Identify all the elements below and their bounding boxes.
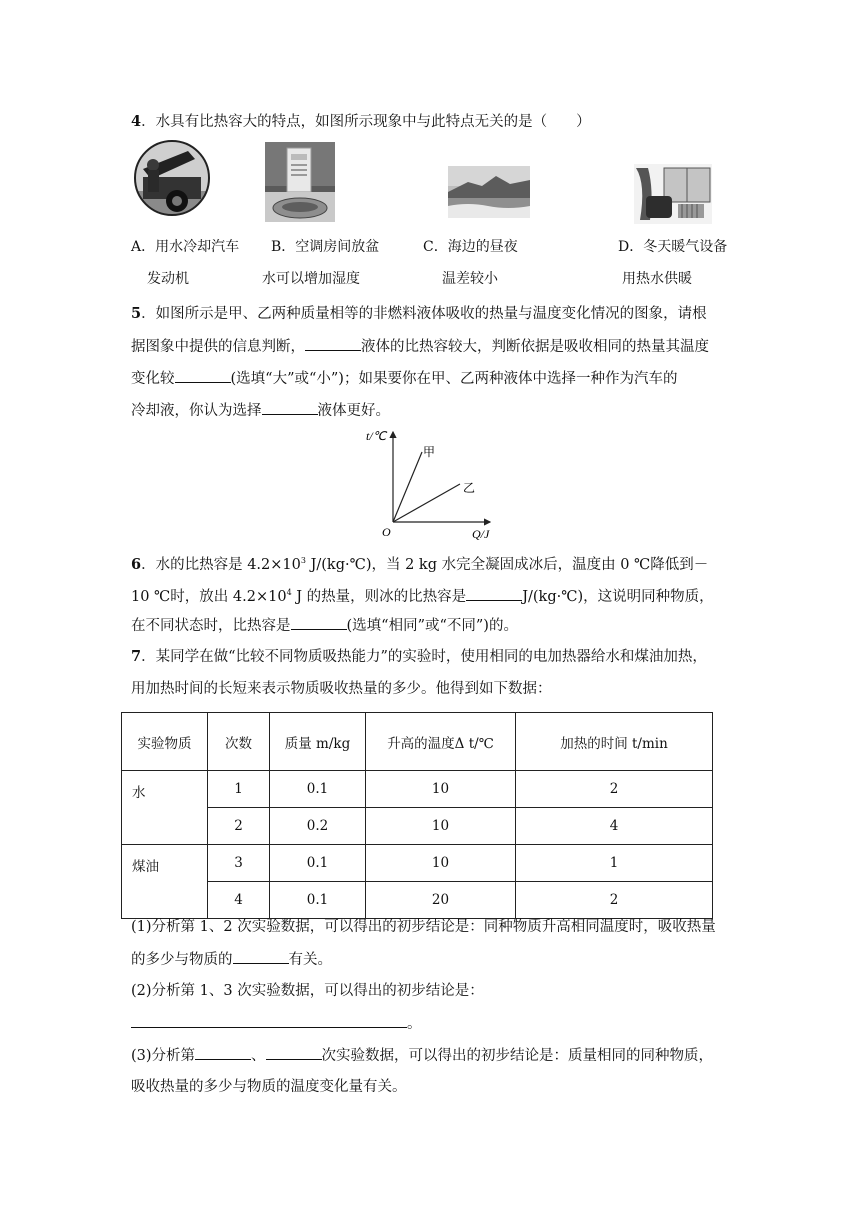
table-cell: 0.1 bbox=[270, 845, 366, 882]
table-cell: 1 bbox=[516, 845, 713, 882]
q4-option-c-cont bbox=[442, 268, 498, 288]
q5-text-2b: 液体的比热容较大，判断依据是吸收相同的热量其温度 bbox=[361, 339, 709, 355]
q7-number: 7 bbox=[131, 648, 142, 665]
q7-sub3-line1 bbox=[131, 1045, 713, 1066]
q7-sub2-text-a: (2)分析第 1、3 次实验数据，可以得出的初步结论是： bbox=[131, 983, 484, 999]
table-header: 实验物质 bbox=[122, 713, 208, 771]
q6-text-1a: ．水的比热容是 4.2×10 bbox=[141, 556, 301, 573]
table-cell: 3 bbox=[208, 845, 270, 882]
q5-text-4b: 液体更好。 bbox=[317, 403, 390, 419]
car-engine-photo-icon bbox=[133, 139, 211, 217]
option-a-line1: A．用水冷却汽车 bbox=[131, 239, 240, 255]
q5-line2 bbox=[131, 336, 709, 357]
seaside-photo-icon bbox=[448, 166, 530, 218]
line-jia bbox=[393, 452, 422, 522]
q6-text-3b: (选填“相同”或“不同”)的。 bbox=[346, 618, 518, 634]
q7-sub3-line2 bbox=[131, 1077, 407, 1097]
q7-sub2-line2 bbox=[131, 1013, 422, 1034]
q6-blank-1[interactable] bbox=[466, 586, 522, 601]
table-cell: 20 bbox=[366, 882, 516, 919]
q7-sub2-line1 bbox=[131, 981, 484, 1001]
table-row bbox=[122, 808, 713, 845]
q4-option-d-cont bbox=[622, 268, 692, 288]
option-a-line2: 发动机 bbox=[147, 271, 189, 287]
q7-sub3-sep: 、 bbox=[251, 1048, 266, 1064]
radiator-photo-icon bbox=[634, 164, 712, 224]
q7-sub1-text-b: 的多少与物质的 bbox=[131, 952, 233, 968]
q7-sub1-line2 bbox=[131, 949, 332, 970]
q7-sub3-blank-2[interactable] bbox=[266, 1045, 322, 1060]
q7-sub1-line1 bbox=[131, 917, 716, 937]
q4-option-a[interactable] bbox=[131, 236, 239, 256]
q7-sub1-blank[interactable] bbox=[233, 949, 289, 964]
q5-text-3a: 变化较 bbox=[131, 371, 175, 387]
table-header: 加热的时间 t/min bbox=[516, 713, 713, 771]
q5-graph bbox=[360, 426, 510, 544]
q6-text-1b: J/(kg·℃)，当 2 kg 水完全凝固成冰后，温度由 0 ℃降低到－ bbox=[305, 556, 709, 573]
table-cell: 1 bbox=[208, 771, 270, 808]
table-cell: 10 bbox=[366, 771, 516, 808]
q7-sub3-text-a: (3)分析第 bbox=[131, 1048, 196, 1064]
q5-text-1: ．如图所示是甲、乙两种质量相等的非燃料液体吸收的热量与温度变化情况的图象，请根 bbox=[141, 306, 707, 322]
q5-blank-1[interactable] bbox=[305, 336, 361, 351]
q4-stem bbox=[131, 112, 591, 132]
q6-exp-2: 4 bbox=[286, 588, 292, 597]
q7-text-2: 用加热时间的长短来表示物质吸收热量的多少。他得到如下数据： bbox=[131, 681, 552, 697]
q6-blank-2[interactable] bbox=[291, 615, 347, 630]
q7-sub3-text-b: 次实验数据，可以得出的初步结论是：质量相同的同种物质， bbox=[321, 1048, 714, 1064]
option-d-line1: D．冬天暖气设备 bbox=[618, 239, 728, 255]
q4-option-a-cont bbox=[147, 268, 189, 288]
q7-line2 bbox=[131, 679, 552, 699]
q4-option-b-cont bbox=[262, 268, 360, 288]
line-yi bbox=[393, 484, 460, 522]
table-row bbox=[122, 882, 713, 919]
q7-line1 bbox=[131, 647, 707, 667]
air-conditioner-photo-icon bbox=[265, 142, 335, 222]
q6-number: 6 bbox=[131, 555, 142, 573]
q5-line1 bbox=[131, 304, 707, 324]
table-cell: 2 bbox=[516, 882, 713, 919]
q4-option-c[interactable] bbox=[423, 236, 518, 256]
q6-line2 bbox=[131, 583, 714, 607]
q5-number: 5 bbox=[131, 305, 142, 322]
q6-line3 bbox=[131, 615, 518, 636]
q5-text-4a: 冷却液，你认为选择 bbox=[131, 403, 262, 419]
y-axis-label: t/℃ bbox=[366, 429, 387, 443]
jia-label: 甲 bbox=[423, 445, 436, 459]
q4-number: 4 bbox=[131, 113, 142, 130]
q6-text-3a: 在不同状态时，比热容是 bbox=[131, 618, 291, 634]
q6-text-2b: J 的热量，则冰的比热容是 bbox=[291, 588, 467, 605]
x-axis-label: Q/J bbox=[472, 527, 490, 541]
table-cell: 4 bbox=[208, 882, 270, 919]
table-header-row bbox=[122, 713, 713, 771]
q5-line4 bbox=[131, 400, 390, 421]
option-b-line2: 水可以增加湿度 bbox=[262, 271, 360, 287]
option-c-line1: C．海边的昼夜 bbox=[423, 239, 518, 255]
table-cell: 0.2 bbox=[270, 808, 366, 845]
q7-sub2-blank[interactable] bbox=[131, 1013, 407, 1028]
option-b-line1: B．空调房间放盆 bbox=[271, 239, 380, 255]
q6-exp-1: 3 bbox=[300, 556, 306, 565]
table-row bbox=[122, 771, 713, 808]
table-cell: 2 bbox=[208, 808, 270, 845]
q5-blank-3[interactable] bbox=[262, 400, 318, 415]
q6-text-2c: J/(kg·℃)，这说明同种物质， bbox=[522, 588, 714, 605]
q5-blank-2[interactable] bbox=[175, 368, 231, 383]
q7-sub1-text-a: (1)分析第 1、2 次实验数据，可以得出的初步结论是：同种物质升高相同温度时，吸收热量 bbox=[131, 919, 716, 935]
table-cell: 10 bbox=[366, 808, 516, 845]
table-header: 升高的温度Δ t/℃ bbox=[366, 713, 516, 771]
q5-line3 bbox=[131, 368, 677, 389]
yi-label: 乙 bbox=[463, 481, 476, 495]
experiment-table bbox=[121, 712, 713, 919]
q4-option-d[interactable] bbox=[618, 236, 727, 256]
q5-text-2a: 据图象中提供的信息判断， bbox=[131, 339, 305, 355]
table-cell: 0.1 bbox=[270, 771, 366, 808]
q5-text-3b: (选填“大”或“小”)；如果要你在甲、乙两种液体中选择一种作为汽车的 bbox=[230, 371, 678, 387]
origin-label: O bbox=[382, 525, 391, 539]
q7-sub3-blank-1[interactable] bbox=[195, 1045, 251, 1060]
table-cell-substance: 煤油 bbox=[122, 845, 208, 919]
table-cell-substance: 水 bbox=[122, 771, 208, 845]
table-row bbox=[122, 845, 713, 882]
q7-sub1-text-c: 有关。 bbox=[288, 952, 332, 968]
table-cell: 4 bbox=[516, 808, 713, 845]
q6-text-2a: 10 ℃时，放出 4.2×10 bbox=[131, 588, 287, 605]
option-c-line2: 温差较小 bbox=[442, 271, 498, 287]
table-header: 质量 m/kg bbox=[270, 713, 366, 771]
q7-sub2-end: 。 bbox=[407, 1016, 422, 1032]
table-cell: 10 bbox=[366, 845, 516, 882]
option-d-line2: 用热水供暖 bbox=[622, 271, 692, 287]
q6-line1 bbox=[131, 551, 708, 575]
table-cell: 2 bbox=[516, 771, 713, 808]
q7-text-1: ．某同学在做“比较不同物质吸热能力”的实验时，使用相同的电加热器给水和煤油加热， bbox=[141, 649, 707, 665]
table-cell: 0.1 bbox=[270, 882, 366, 919]
q4-text: ．水具有比热容大的特点，如图所示现象中与此特点无关的是（ ） bbox=[141, 114, 591, 130]
q4-option-b[interactable] bbox=[271, 236, 379, 256]
table-header: 次数 bbox=[208, 713, 270, 771]
q7-sub3-text-c: 吸收热量的多少与物质的温度变化量有关。 bbox=[131, 1079, 407, 1095]
